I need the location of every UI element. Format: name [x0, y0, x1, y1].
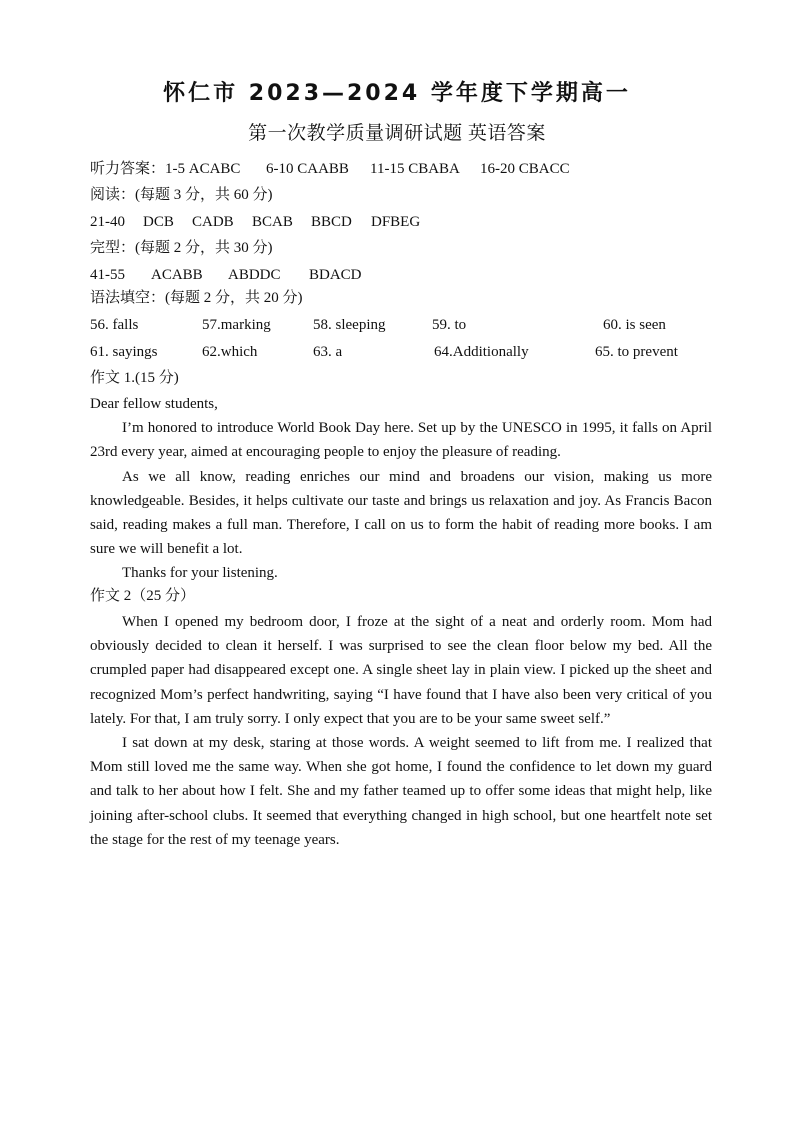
grammar-answer-61: 61. sayings [90, 344, 158, 360]
listening-group-2: 6-10 CAABB [266, 161, 349, 177]
grammar-answer-65: 65. to prevent [595, 344, 678, 360]
cloze-range: 41-55 [90, 267, 125, 283]
page-title: 怀仁市 2023—2024 学年度下学期高一 [163, 81, 631, 106]
listening-group-1: 1-5 ACABC [165, 161, 241, 177]
reading-group-5: DFBEG [371, 214, 421, 230]
essay2-paragraph-1: When I opened my bedroom door, I froze at the sight of a neat and orderly room. Mom had obviously decided to clean it herself. I was surprised to see the clean floor below my bed. All the crumpled paper had disappeared except one. A single sheet lay in plain view. I picked up the sheet and recognized Mom’s perfect handwriting, saying “I have found that I have also been very critical of you lately. For that, I am truly sorry. I only expect that you are to be your same sweet self.” [90, 614, 712, 727]
essay2-body [90, 610, 712, 852]
grammar-answer-62: 62.which [202, 344, 258, 360]
cloze-group-2: ABDDC [228, 267, 281, 283]
reading-group-4: BBCD [311, 214, 352, 230]
cloze-group-3: BDACD [309, 267, 362, 283]
page-subtitle: 第一次教学质量调研试题 英语答案 [248, 123, 546, 144]
listening-group-3: 11-15 CBABA [370, 161, 460, 177]
reading-header: 阅读：(每题 3 分，共 60 分) [90, 187, 273, 203]
reading-range: 21-40 [90, 214, 125, 230]
grammar-answer-63: 63. a [313, 344, 343, 360]
grammar-answer-59: 59. to [432, 317, 467, 333]
essay1-salutation: Dear fellow students, [90, 396, 218, 412]
grammar-answer-60: 60. is seen [603, 317, 666, 333]
essay2-paragraph-2: I sat down at my desk, staring at those words. A weight seemed to lift from me. I realized that Mom still loved me the same way. When she got home, I found the confidence to let down my guard and talk to her about how I felt. She and my father teamed up to offer some ideas that might help, like joining after-school clubs. It seemed that everything changed in high school, but one heartfelt note set the stage for the rest of my teenage years. [90, 735, 712, 848]
grammar-answer-56: 56. falls [90, 317, 139, 333]
reading-group-2: CADB [192, 214, 234, 230]
reading-group-3: BCAB [252, 214, 293, 230]
reading-group-1: DCB [143, 214, 174, 230]
essay2-header: 作文 2（25 分） [90, 588, 196, 604]
listening-label: 听力答案： [90, 161, 166, 177]
grammar-answer-57: 57.marking [202, 317, 271, 333]
essay1-paragraph-1: I’m honored to introduce World Book Day here. Set up by the UNESCO in 1995, it falls on April 23rd every year, aimed at encouraging people to enjoy the pleasure of reading. [90, 420, 712, 461]
grammar-header: 语法填空：(每题 2 分，共 20 分) [90, 290, 303, 306]
cloze-group-1: ACABB [151, 267, 203, 283]
essay1-body [90, 392, 712, 586]
listening-line [90, 159, 240, 179]
cloze-header: 完型：(每题 2 分，共 30 分) [90, 240, 273, 256]
essay1-paragraph-2: As we all know, reading enriches our mind and broadens our vision, making us more knowledgeable. Besides, it helps cultivate our taste and brings us relaxation and joy. As Francis Bacon said, reading makes a full man. Therefore, I call on us to form the habit of reading more books. I am sure we will benefit a lot. [90, 468, 712, 558]
grammar-answer-58: 58. sleeping [313, 317, 386, 333]
essay1-paragraph-3: Thanks for your listening. [122, 565, 278, 582]
listening-group-4: 16-20 CBACC [480, 161, 570, 177]
essay1-header: 作文 1.(15 分) [90, 370, 179, 386]
grammar-answer-64: 64.Additionally [434, 344, 529, 360]
